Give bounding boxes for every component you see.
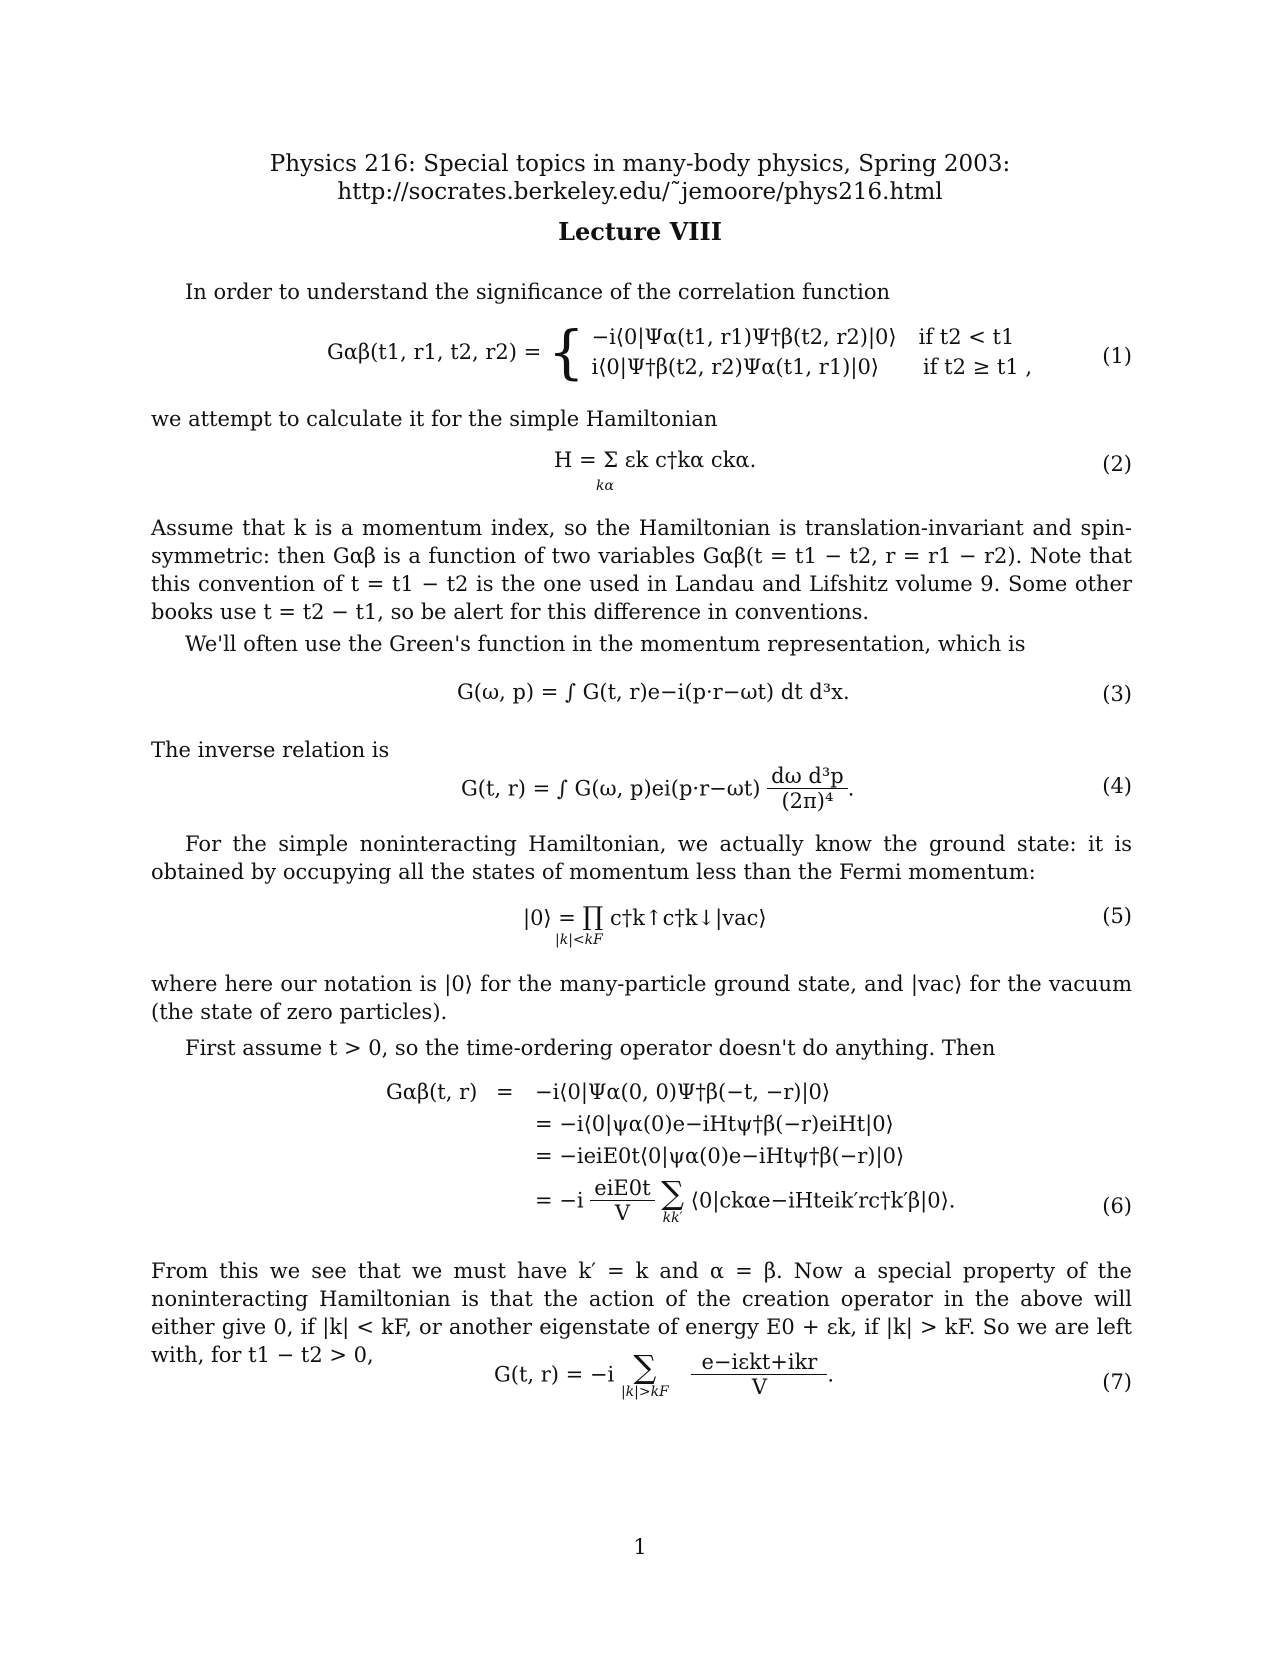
paragraph-7: where here our notation is |0⟩ for the many-particle ground state, and |vac⟩ for the vacuum (the state of zero particles). [151,972,1132,1024]
eq-number-2: (2) [1102,452,1132,476]
eq1-cond2: if t2 ≥ t1 [923,355,1019,379]
eq5-lhs: |0⟩ = [523,906,576,930]
eq7-numerator: e−iεkt+ikr [691,1350,827,1375]
equation-5 [151,902,1132,962]
equation-2 [151,448,1132,508]
eq5-limit: |k|<kF [555,932,603,948]
equation-1 [151,318,1132,392]
eq1-case1: −i⟨0|Ψα(t1, r1)Ψ†β(t2, r2)|0⟩ [591,325,897,349]
eq2-limit: kα [596,478,614,494]
eq6-sum [661,1173,685,1226]
eq6-equals: = [496,1080,514,1104]
eq-number-6: (6) [1102,1194,1132,1218]
eq7-lhs: G(t, r) = −i [494,1362,615,1387]
eq4-numerator: dω d³p [767,764,848,789]
eq-number-3: (3) [1102,682,1132,706]
paragraph-9: From this we see that we must have k′ = k and α = β. Now a special property of the noninteracting Hamiltonian is that the action of the creation operator in the above will either give 0, if |k| < kF, or another eigenstate of energy E0 + εk, if |k| > kF. So we are left with, for t1 − t2 > 0, [151,1259,1132,1367]
eq2-body: H = Σ εk c†kα ckα. [554,448,757,472]
eq5-rhs: c†k↑c†k↓|vac⟩ [609,906,767,930]
eq6-denominator: V [614,1201,630,1225]
eq1-lhs: Gαβ(t1, r1, t2, r2) = [327,340,542,364]
equation-7: G(t, r) = −i ∑ |k|>kF $\frac{\text{e−iεkt+ikr}}{V}$ . (7) [494,1347,1132,1400]
eq7-sum-symbol: ∑ [633,1347,657,1386]
paragraph-2: we attempt to calculate it for the simple Hamiltonian [151,407,718,431]
eq7-sum [620,1347,669,1400]
header-course-title: Physics 216: Special topics in many-body physics, Spring 2003: [269,151,1011,177]
paragraph-8: First assume t > 0, so the time-ordering operator doesn't do anything. Then [185,1036,996,1060]
eq3-body: G(ω, p) = ∫ G(t, r)e−i(p·r−ωt) dt d³x. [457,680,850,704]
eq6-line-3: = −ieiE0t⟨0|ψα(0)e−iHtψ†β(−r)|0⟩ [535,1144,905,1168]
eq6-line-4-prefix: = −i [535,1188,584,1213]
equation-6 [151,1076,1132,1256]
eq1-cases: −i⟨0|Ψα(t1, r1)Ψ†β(t2, r2)|0⟩ if t2 < t1 i⟨0|Ψ†β(t2, r2)Ψα(t1, r1)|0⟩ if t2 ≥ t1 , [592,322,1033,382]
eq-number-5: (5) [1102,904,1132,928]
eq6-limit: kk′ [662,1209,683,1226]
eq7-fraction [691,1350,827,1399]
eq5-product-symbol: ∏ [582,902,604,932]
lecture-title: Lecture VIII [558,217,722,246]
paragraph-3: Assume that k is a momentum index, so the Hamiltonian is translation-invariant and spin-symmetric: then Gαβ is a function of two variables Gαβ(t = t1 − t2, r = r1 − r2). Note that this convention of t = t1 − t2 is the one used in Landau and Lifshitz volume 9. Some other books use t = t2 − t1, so be alert for this difference in conventions. [151,516,1132,624]
eq6-line-2: = −i⟨0|ψα(0)e−iHtψ†β(−r)eiHt|0⟩ [535,1112,894,1136]
eq7-limit: |k|>kF [620,1383,669,1400]
paragraph-1: In order to understand the significance of the correlation function [185,280,890,304]
paragraph-5: The inverse relation is [151,738,390,762]
eq-number-7: (7) [1102,1370,1132,1394]
eq4-denominator: (2π)⁴ [781,789,834,813]
paragraph-4: We'll often use the Green's function in the momentum representation, which is [185,632,1026,656]
paragraph-6: For the simple noninteracting Hamiltonian, we actually know the ground state: it is obtained by occupying all the states of momentum less than the Fermi momentum: [151,832,1132,884]
eq1-brace: { [547,318,585,386]
equation-4: G(t, r) = ∫ G(ω, p)ei(p·r−ωt) $\frac{\text{dω d³p}}{\text{(2π)⁴}}$ . (4) [461,764,1132,813]
eq6-numerator: eiE0t [590,1176,654,1201]
eq-number-4: (4) [1102,774,1132,798]
page-number: 1 [633,1535,647,1559]
eq7-denominator: V [751,1375,767,1399]
eq1-cond1: if t2 < t1 [918,325,1015,349]
eq6-sum-symbol: ∑ [661,1173,685,1212]
header-course-url: http://socrates.berkeley.edu/˜jemoore/phys216.html [337,179,943,205]
equation-3 [151,680,1132,724]
eq4-lhs: G(t, r) = ∫ G(ω, p)ei(p·r−ωt) [461,776,761,801]
eq6-lhs: Gαβ(t, r) [386,1080,478,1104]
eq6-fraction [590,1176,654,1225]
eq6-line-1: −i⟨0|Ψα(0, 0)Ψ†β(−t, −r)|0⟩ [535,1080,831,1104]
eq6-line-4-rhs: ⟨0|ckαe−iHteik′rc†k′β|0⟩. [690,1188,956,1213]
eq-number-1: (1) [1102,344,1132,368]
eq4-fraction [767,764,848,813]
eq1-case2: i⟨0|Ψ†β(t2, r2)Ψα(t1, r1)|0⟩ [591,355,879,379]
